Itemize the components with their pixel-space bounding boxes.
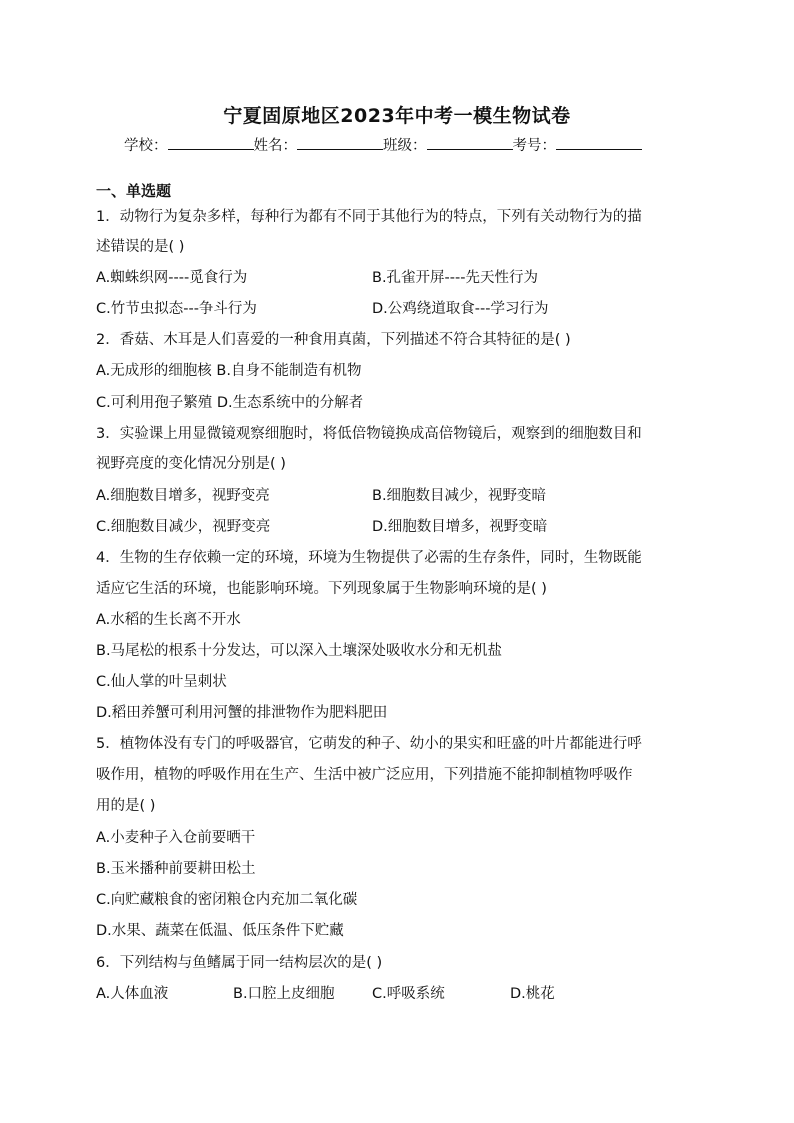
q2-stem: 2．香菇、木耳是人们喜爱的一种食用真菌，下列描述不符合其特征的是( ) bbox=[96, 332, 571, 348]
q4-stem-line2: 适应它生活的环境，也能影响环境。下列现象属于生物影响环境的是( ) bbox=[96, 581, 547, 597]
q5-option-b: B.玉米播种前要耕田松土 bbox=[96, 861, 256, 877]
q4-stem-line1: 4．生物的生存依赖一定的环境，环境为生物提供了必需的生存条件，同时，生物既能 bbox=[96, 550, 642, 566]
q5-stem-line3: 用的是( ) bbox=[96, 798, 156, 814]
q6-option-b: B.口腔上皮细胞 bbox=[233, 986, 335, 1002]
q1-option-c: C.竹节虫拟态---争斗行为 bbox=[96, 301, 257, 317]
q5-option-a: A.小麦种子入仓前要晒干 bbox=[96, 830, 256, 846]
q2-options-cd: C.可利用孢子繁殖 D.生态系统中的分解者 bbox=[96, 395, 364, 411]
q1-option-a: A.蜘蛛织网----觅食行为 bbox=[96, 270, 248, 286]
q6-option-c: C.呼吸系统 bbox=[372, 986, 445, 1002]
exam-no-blank[interactable] bbox=[556, 135, 642, 150]
q1-stem-line2: 述错误的是( ) bbox=[96, 239, 185, 255]
q1-option-b: B.孔雀开屏----先天性行为 bbox=[372, 270, 538, 286]
q4-option-d: D.稻田养蟹可利用河蟹的排泄物作为肥料肥田 bbox=[96, 705, 388, 721]
q4-option-a: A.水稻的生长离不开水 bbox=[96, 612, 241, 628]
q5-option-c: C.向贮藏粮食的密闭粮仓内充加二氧化碳 bbox=[96, 892, 358, 908]
q5-stem-line1: 5．植物体没有专门的呼吸器官，它萌发的种子、幼小的果实和旺盛的叶片都能进行呼 bbox=[96, 736, 642, 752]
q6-option-d: D.桃花 bbox=[510, 986, 555, 1002]
school-blank[interactable] bbox=[168, 135, 254, 150]
name-label: 姓名： bbox=[253, 138, 297, 154]
q3-option-c: C.细胞数目减少，视野变亮 bbox=[96, 519, 271, 535]
q3-stem-line2: 视野亮度的变化情况分别是( ) bbox=[96, 456, 286, 472]
q5-option-d: D.水果、蔬菜在低温、低压条件下贮藏 bbox=[96, 923, 344, 939]
q3-option-d: D.细胞数目增多，视野变暗 bbox=[372, 519, 548, 535]
q1-option-d: D.公鸡绕道取食---学习行为 bbox=[372, 301, 549, 317]
q1-stem-line1: 1．动物行为复杂多样，每种行为都有不同于其他行为的特点，下列有关动物行为的描 bbox=[96, 209, 642, 225]
q3-stem-line1: 3．实验课上用显微镜观察细胞时，将低倍物镜换成高倍物镜后，观察到的细胞数目和 bbox=[96, 426, 642, 442]
q3-option-b: B.细胞数目减少，视野变暗 bbox=[372, 488, 547, 504]
q4-option-c: C.仙人掌的叶呈刺状 bbox=[96, 674, 227, 690]
name-blank[interactable] bbox=[297, 135, 383, 150]
q2-options-ab: A.无成形的细胞核 B.自身不能制造有机物 bbox=[96, 363, 362, 379]
class-blank[interactable] bbox=[427, 135, 513, 150]
q4-option-b: B.马尾松的根系十分发达，可以深入土壤深处吸收水分和无机盐 bbox=[96, 643, 503, 659]
section-heading: 一、单选题 bbox=[96, 182, 172, 200]
exam-title: 宁夏固原地区2023年中考一模生物试卷 bbox=[223, 105, 571, 127]
q5-stem-line2: 吸作用，植物的呼吸作用在生产、生活中被广泛应用，下列措施不能抑制植物呼吸作 bbox=[96, 767, 633, 783]
q6-option-a: A.人体血液 bbox=[96, 986, 169, 1002]
q3-option-a: A.细胞数目增多，视野变亮 bbox=[96, 488, 270, 504]
exam-no-label: 考号： bbox=[512, 138, 556, 154]
student-info-line bbox=[124, 134, 642, 155]
school-label: 学校： bbox=[124, 138, 168, 154]
class-label: 班级： bbox=[383, 138, 427, 154]
q6-stem: 6．下列结构与鱼鳍属于同一结构层次的是( ) bbox=[96, 955, 383, 971]
